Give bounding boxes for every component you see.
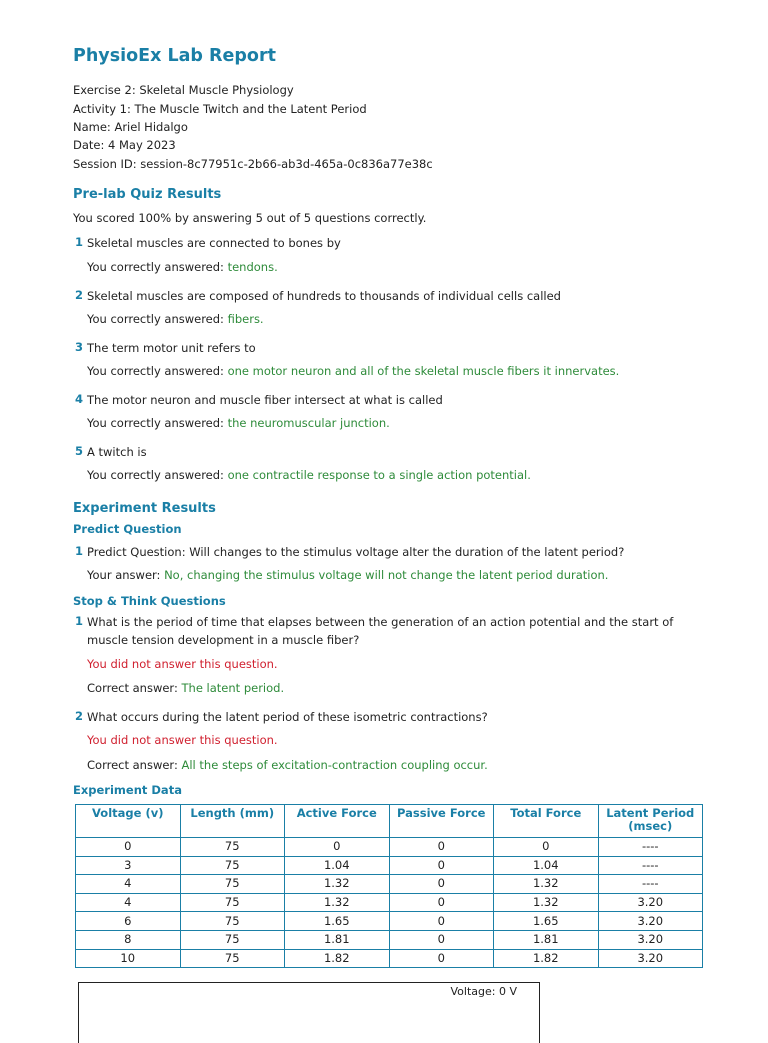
table-cell: 75 [180,856,285,875]
table-cell: ---- [598,838,703,857]
question-text: What occurs during the latent period of these isometric contractions? [87,710,488,724]
correct-prefix: Correct answer: [87,681,178,695]
table-cell: 3.20 [598,912,703,931]
table-cell: 0 [389,838,494,857]
table-cell: 0 [389,930,494,949]
table-header-row [76,805,703,838]
table-cell: 0 [389,949,494,968]
table-cell: 8 [76,930,181,949]
table-cell: 1.32 [285,893,390,912]
table-cell: 1.81 [494,930,599,949]
correct-answer-line [87,758,488,772]
table-cell: 75 [180,838,285,857]
table-cell: 0 [389,875,494,894]
question-text: Skeletal muscles are composed of hundreds to thousands of individual cells called [87,289,561,303]
correct-answer: one motor neuron and all of the skeletal muscle fibers it innervates. [227,364,620,378]
question-text: Skeletal muscles are connected to bones by [87,236,341,250]
correct-answer: All the steps of excitation-contraction coupling occur. [181,758,488,772]
table-cell: 1.82 [494,949,599,968]
column-header: Voltage (v) [76,805,181,838]
correct-answer: The latent period. [181,681,285,695]
table-cell: ---- [598,856,703,875]
correct-answer-line [87,681,284,695]
question-number: 1 [74,614,83,628]
student-name: Name: Ariel Hidalgo [73,120,188,134]
experiment-heading: Experiment Results [73,501,216,516]
report-title: PhysioEx Lab Report [73,46,276,66]
question-answer [87,468,531,482]
table-cell: 75 [180,949,285,968]
question-number: 1 [74,544,83,558]
report-date: Date: 4 May 2023 [73,138,176,152]
column-header: Total Force [494,805,599,838]
correct-prefix: Correct answer: [87,758,178,772]
table-cell: 1.65 [285,912,390,931]
correct-answer: one contractile response to a single action potential. [227,468,531,482]
answer-text: No, changing the stimulus voltage will not change the latent period duration. [164,568,609,582]
prelab-heading: Pre-lab Quiz Results [73,187,222,202]
column-header: Active Force [285,805,390,838]
question-number: 1 [74,235,83,249]
table-row [76,838,703,857]
table-cell: 3.20 [598,949,703,968]
question-text: The motor neuron and muscle fiber intersect at what is called [87,393,443,407]
graph-voltage-label: Voltage: 0 V [450,985,517,998]
table-cell: 1.04 [285,856,390,875]
table-row [76,930,703,949]
question-number: 2 [74,288,83,302]
question-number: 4 [74,392,83,406]
answer-prefix: You correctly answered: [87,364,224,378]
question-text: Predict Question: Will changes to the stimulus voltage alter the duration of the latent period? [87,545,625,559]
table-row [76,875,703,894]
answer-prefix: You correctly answered: [87,468,224,482]
table-cell: 1.81 [285,930,390,949]
question-number: 5 [74,444,83,458]
activity-line: Activity 1: The Muscle Twitch and the Latent Period [73,102,367,116]
question-answer [87,260,278,274]
table-cell: 0 [389,912,494,931]
table-cell: 4 [76,893,181,912]
correct-answer: the neuromuscular junction. [227,416,390,430]
table-cell: 3.20 [598,930,703,949]
not-answered-notice: You did not answer this question. [87,733,278,747]
table-cell: 1.32 [494,875,599,894]
session-id: Session ID: session-8c77951c-2b66-ab3d-465a-0c836a77e38c [73,157,433,171]
predict-heading: Predict Question [73,522,182,536]
stop-think-heading: Stop & Think Questions [73,594,226,608]
question-text: The term motor unit refers to [87,341,256,355]
experiment-data-table [75,804,703,968]
table-cell: 3 [76,856,181,875]
table-cell: 1.04 [494,856,599,875]
table-cell: 10 [76,949,181,968]
question-number: 2 [74,709,83,723]
table-row [76,893,703,912]
question-text: What is the period of time that elapses between the generation of an action potential and the start of muscle tension development in a muscle fiber? [87,615,674,647]
not-answered-notice: You did not answer this question. [87,657,278,671]
correct-answer: fibers. [227,312,264,326]
question-answer [87,312,264,326]
table-cell: 0 [494,838,599,857]
answer-prefix: You correctly answered: [87,312,224,326]
exercise-line: Exercise 2: Skeletal Muscle Physiology [73,83,294,97]
table-cell: 75 [180,912,285,931]
question-text: A twitch is [87,445,147,459]
answer-prefix: Your answer: [87,568,161,582]
answer-prefix: You correctly answered: [87,260,224,274]
table-cell: 0 [389,893,494,912]
your-answer [87,568,608,582]
column-header: Latent Period (msec) [598,805,703,838]
experiment-data-heading: Experiment Data [73,783,182,797]
table-cell: 1.82 [285,949,390,968]
prelab-score: You scored 100% by answering 5 out of 5 questions correctly. [73,211,427,225]
column-header: Passive Force [389,805,494,838]
table-row [76,856,703,875]
table-cell: 0 [76,838,181,857]
table-cell: 0 [389,856,494,875]
question-number: 3 [74,340,83,354]
table-row [76,949,703,968]
table-row [76,912,703,931]
table-cell: 75 [180,930,285,949]
table-cell: 4 [76,875,181,894]
table-cell: 75 [180,875,285,894]
answer-prefix: You correctly answered: [87,416,224,430]
table-cell: 6 [76,912,181,931]
table-cell: 75 [180,893,285,912]
table-cell: 1.32 [285,875,390,894]
table-cell: 3.20 [598,893,703,912]
question-answer [87,364,619,378]
graph-frame [78,982,540,1043]
table-cell: 1.65 [494,912,599,931]
table-cell: 1.32 [494,893,599,912]
column-header: Length (mm) [180,805,285,838]
question-answer [87,416,390,430]
table-cell: 0 [285,838,390,857]
table-cell: ---- [598,875,703,894]
correct-answer: tendons. [227,260,278,274]
